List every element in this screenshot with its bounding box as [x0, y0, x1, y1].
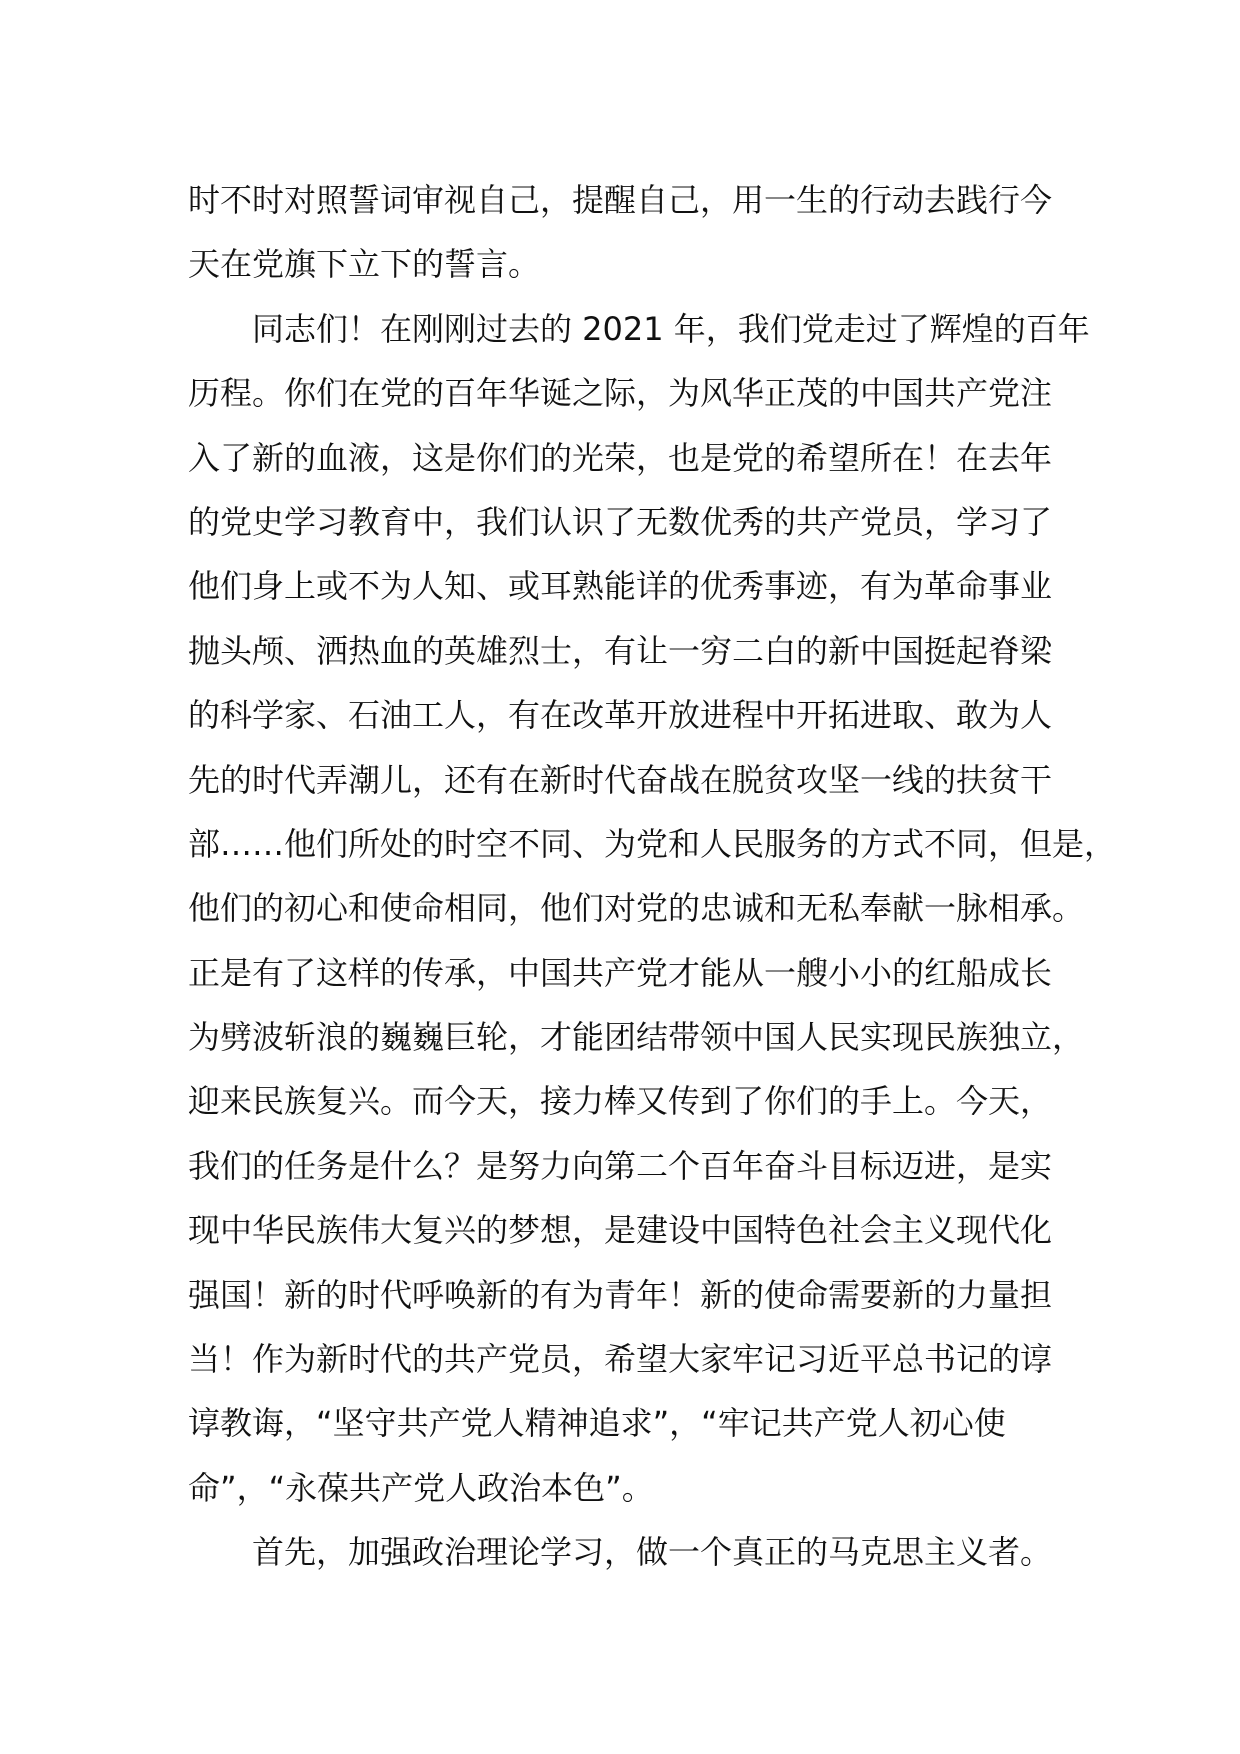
text-line: 时不时对照誓词审视自己，提醒自己，用一生的行动去践行今 [188, 181, 1053, 219]
text-line: 他们的初心和使命相同，他们对党的忠诚和无私奉献一脉相承。 [188, 889, 1085, 928]
text-line: 为劈波斩浪的巍巍巨轮，才能团结带领中国人民实现民族独立， [188, 1018, 1085, 1057]
text-line: 首先，加强政治理论学习，做一个真正的马克思主义者。 [252, 1533, 1053, 1572]
text-line: 正是有了这样的传承，中国共产党才能从一艘小小的红船成长 [188, 953, 1053, 992]
body-text [188, 168, 1117, 1585]
text-line: 抛头颅、洒热血的英雄烈士，有让一穷二白的新中国挺起脊梁 [188, 631, 1053, 670]
text-line: 的党史学习教育中，我们认识了无数优秀的共产党员，学习了 [188, 502, 1053, 541]
text-line: 天在党旗下立下的誓言。 [188, 245, 541, 284]
text-line: 历程。你们在党的百年华诞之际，为风华正茂的中国共产党注 [188, 374, 1053, 413]
text-line: 现中华民族伟大复兴的梦想，是建设中国特色社会主义现代化 [188, 1211, 1053, 1250]
text-line: 命”，“永葆共产党人政治本色”。 [188, 1468, 654, 1507]
text-line: 我们的任务是什么？是努力向第二个百年奋斗目标迈进，是实 [188, 1146, 1053, 1185]
text-line: 谆教诲，“坚守共产党人精神追求”，“牢记共产党人初心使 [188, 1404, 1006, 1443]
text-line: 迎来民族复兴。而今天，接力棒又传到了你们的手上。今天， [188, 1082, 1053, 1121]
text-line: 入了新的血液，这是你们的光荣，也是党的希望所在！在去年 [188, 438, 1053, 477]
text-line: 同志们！在刚刚过去的 2021 年，我们党走过了辉煌的百年 [252, 309, 1090, 348]
text-line: 部……他们所处的时空不同、为党和人民服务的方式不同，但是， [188, 824, 1117, 863]
text-line: 的科学家、石油工人，有在改革开放进程中开拓进取、敢为人 [188, 696, 1053, 735]
text-line: 他们身上或不为人知、或耳熟能详的优秀事迹，有为革命事业 [188, 567, 1053, 606]
text-line: 当！作为新时代的共产党员，希望大家牢记习近平总书记的谆 [188, 1340, 1053, 1379]
text-line: 先的时代弄潮儿，还有在新时代奋战在脱贫攻坚一线的扶贫干 [188, 760, 1053, 799]
text-line: 强国！新的时代呼唤新的有为青年！新的使命需要新的力量担 [188, 1275, 1053, 1314]
